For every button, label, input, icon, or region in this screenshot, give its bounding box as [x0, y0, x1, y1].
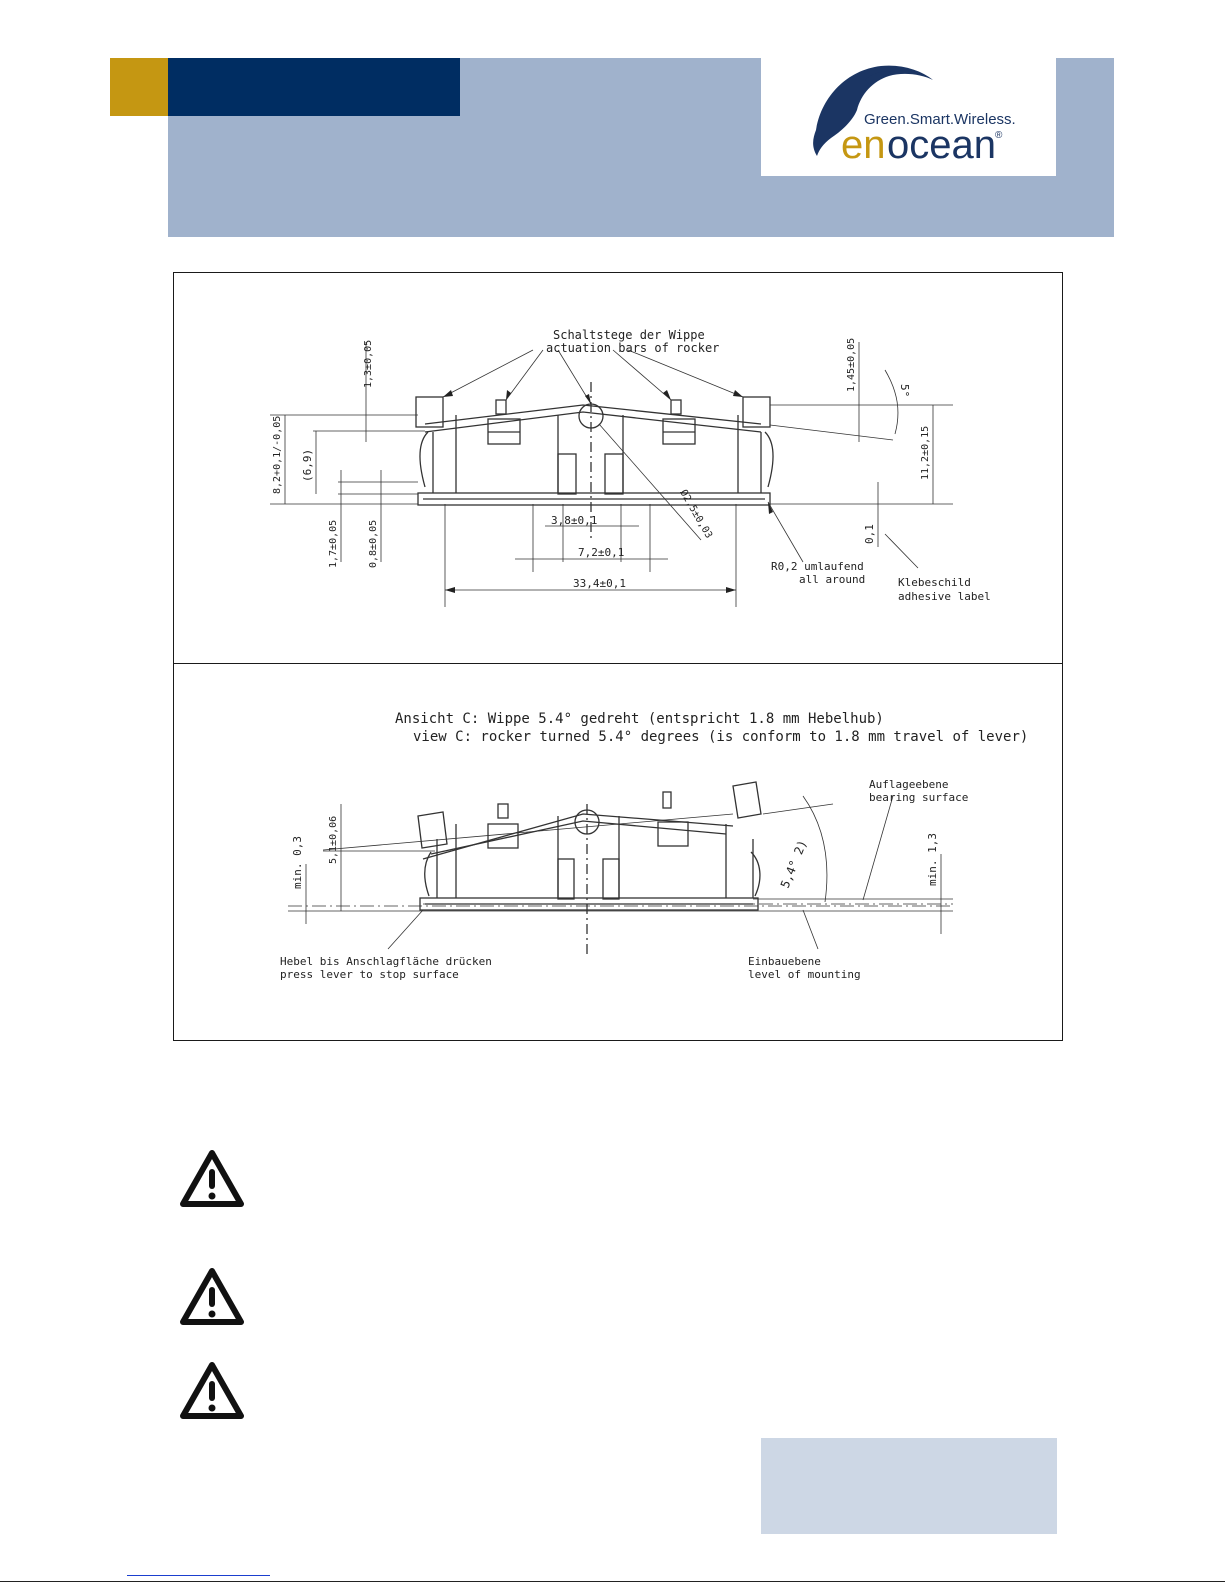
- dim-11-2: 11,2±0,15: [920, 425, 931, 480]
- lever-note-de: Hebel bis Anschlagfläche drücken: [280, 955, 492, 968]
- adhesive-label-en: adhesive label: [898, 590, 991, 603]
- dim-7-2: 7,2±0,1: [578, 546, 625, 559]
- radius-de: R0,2 umlaufend: [771, 560, 864, 573]
- callout-de: Schaltstege der Wippe: [553, 328, 705, 342]
- dim-3-8: 3,8±0,1: [551, 514, 598, 527]
- dim-min-1-3: min. 1,3: [926, 833, 939, 886]
- bearing-surface-en: bearing surface: [869, 791, 969, 804]
- dim-0-1: 0,1: [863, 524, 876, 544]
- warning-triangle-icon: [180, 1150, 244, 1208]
- drawing-top-side-view: [173, 272, 1063, 663]
- dim-5-1: 5,1±0,06: [328, 815, 339, 864]
- mounting-level-de: Einbauebene: [748, 955, 821, 968]
- callout-en: actuation bars of rocker: [546, 341, 720, 355]
- footer-rule: [0, 1581, 1225, 1582]
- dim-min-0-3: min. 0,3: [291, 836, 304, 889]
- dim-1-3: 1,3±0,05: [363, 339, 374, 388]
- dim-1-7: 1,7±0,05: [328, 519, 339, 568]
- dim-1-45: 1,45±0,05: [846, 337, 857, 392]
- logo-tagline: Green.Smart.Wireless.: [864, 111, 1016, 128]
- logo-registered-mark: ®: [995, 130, 1003, 141]
- warning-triangle-icon: [180, 1268, 244, 1326]
- bearing-surface-de: Auflageebene: [869, 778, 949, 791]
- footer-link-underline[interactable]: [127, 1575, 270, 1576]
- dim-6-9: (6,9): [301, 448, 314, 482]
- enocean-logo: [761, 58, 1056, 176]
- warning-triangle-icon: [180, 1362, 244, 1420]
- logo-wordmark-ocean: ocean: [887, 123, 996, 167]
- adhesive-label-de: Klebeschild: [898, 576, 971, 589]
- dim-angle-5: 5°: [898, 384, 911, 398]
- radius-en: all around: [799, 573, 866, 586]
- drawing-bottom-view-c: [173, 664, 1063, 1040]
- header-gold-block: [110, 58, 168, 116]
- dim-8-2: 8,2+0,1/-0,05: [272, 415, 283, 494]
- dim-diameter: Ø2,5±0,03: [677, 488, 715, 541]
- mounting-level-en: level of mounting: [748, 968, 861, 981]
- lever-note-en: press lever to stop surface: [280, 968, 459, 981]
- header-navy-block: [168, 58, 460, 116]
- view-c-title-de: Ansicht C: Wippe 5.4° gedreht (entspricht 1.8 mm Hebelhub): [395, 711, 884, 727]
- dim-0-8: 0,8±0,05: [368, 519, 379, 568]
- logo-area: [761, 58, 1056, 176]
- footer-box: [761, 1438, 1057, 1534]
- dim-angle-5-4: 5,4° 2): [777, 837, 810, 891]
- logo-wordmark-en: en: [841, 123, 886, 167]
- dim-33-4: 33,4±0,1: [573, 577, 626, 590]
- view-c-title-en: view C: rocker turned 5.4° degrees (is conform to 1.8 mm travel of lever): [413, 729, 1029, 745]
